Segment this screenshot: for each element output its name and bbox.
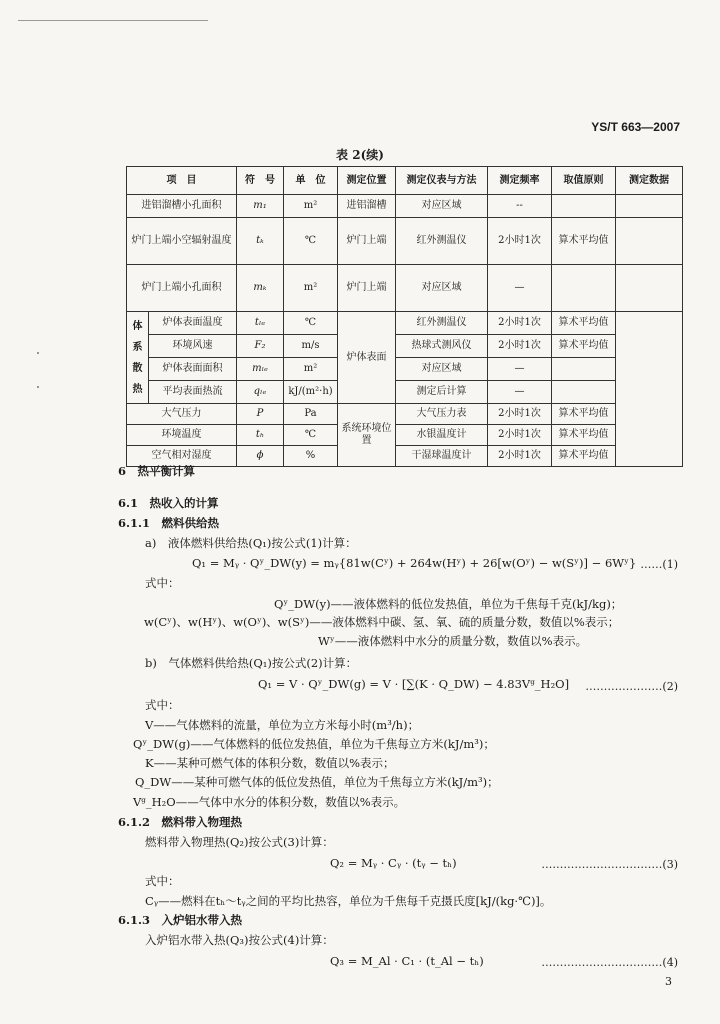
equation-4: Q₃ = M_Al · C₁ · (t_Al − tₕ) — [330, 954, 484, 968]
definition-v-h2o: Vᵍ_H₂O——气体中水分的体积分数，数值以%表示。 — [133, 795, 406, 809]
table-row: 环境风速 F₂ m/s 热球式测风仪 2小时1次 算术平均值 — [127, 335, 683, 358]
section-6-1-3-heading: 6.1.3 入炉铝水带入热 — [118, 913, 243, 927]
scan-speck — [37, 386, 39, 388]
section-6-heading: 6 热平衡计算 — [118, 464, 196, 478]
table-row: 进铝溜槽小孔面积 m₁ m² 进铝溜槽 对应区域 -- — [127, 195, 683, 218]
equation-2: Q₁ = V · Qʸ_DW(g) = V · [∑(K · Q_DW) − 4.83Vᵍ_H₂O] — [258, 677, 570, 691]
col-method: 测定仪表与方法 — [396, 167, 488, 195]
standard-number: YS/T 663—2007 — [591, 120, 680, 134]
equation-1-number: ……(1) — [640, 558, 678, 571]
item-a-text: a) 液体燃料供给热(Q₁)按公式(1)计算： — [145, 536, 357, 550]
table-header-row — [127, 167, 683, 195]
equation-3: Q₂ = Mᵧ · Cᵧ · (tᵧ − tₕ) — [330, 856, 457, 870]
table-row: 炉门上端小空辐射温度 tₖ ℃ 炉门上端 红外测温仪 2小时1次 算术平均值 — [127, 218, 683, 265]
col-unit: 单 位 — [284, 167, 338, 195]
table-row: 平均表面热流 qₗₑ kJ/(m²·h) 测定后计算 — — [127, 381, 683, 404]
col-data: 测定数据 — [616, 167, 683, 195]
table-row: 炉门上端小孔面积 mₖ m² 炉门上端 对应区域 — — [127, 265, 683, 312]
col-position: 测定位置 — [338, 167, 396, 195]
col-frequency: 测定频率 — [488, 167, 552, 195]
where-label-2: 式中： — [145, 698, 180, 712]
equation-1: Q₁ = Mᵧ · Qʸ_DW(y) = mᵧ{81w(Cʸ) + 264w(Hʸ) + 26[w(Oʸ) − w(Sʸ)] − 6Wʸ} — [192, 556, 637, 570]
definition-w-y: Wʸ——液体燃料中水分的质量分数，数值以%表示。 — [318, 634, 588, 648]
group-position: 炉体表面 — [338, 312, 396, 404]
data-cell-empty — [616, 312, 683, 467]
section-6-1-1-heading: 6.1.1 燃料供给热 — [118, 516, 220, 530]
table-row: 空气相对湿度 ϕ % 干湿球温度计 2小时1次 算术平均值 — [127, 446, 683, 467]
col-symbol: 符 号 — [237, 167, 284, 195]
page-number: 3 — [665, 975, 672, 988]
definition-q-dw: Q_DW——某种可燃气体的低位发热值，单位为千焦每立方米(kJ/m³)； — [135, 775, 499, 789]
definition-q-dw-g: Qʸ_DW(g)——气体燃料的低位发热值，单位为千焦每立方米(kJ/m³)； — [133, 737, 495, 751]
section-6-1-2-heading: 6.1.2 燃料带入物理热 — [118, 815, 243, 829]
section-6-1-heading: 6.1 热收入的计算 — [118, 496, 219, 510]
equation-2-number: …………………(2) — [585, 680, 678, 693]
equation-3-number: ……………………………(3) — [541, 858, 678, 871]
measurement-table — [126, 166, 683, 467]
table-row: 体系散热 炉体表面温度 tₗₑ ℃ 炉体表面 红外测温仪 2小时1次 算术平均值 — [127, 312, 683, 335]
section-6-1-2-text: 燃料带入物理热(Q₂)按公式(3)计算： — [145, 835, 334, 849]
group-label: 体系散热 — [132, 320, 143, 395]
scan-speck — [37, 352, 39, 354]
item-b-text: b) 气体燃料供给热(Q₁)按公式(2)计算： — [145, 656, 358, 670]
section-6-1-3-text: 入炉铝水带入热(Q₃)按公式(4)计算： — [145, 933, 334, 947]
where-label-3: 式中： — [145, 874, 180, 888]
definition-q-dw-y: Qʸ_DW(y)——液体燃料的低位发热值，单位为千焦每千克(kJ/kg)； — [274, 597, 623, 611]
definition-mass-fractions: w(Cʸ)、w(Hʸ)、w(Oʸ)、w(Sʸ)——液体燃料中碳、氢、氧、硫的质量分数，数值以%表示； — [144, 615, 620, 629]
where-label-1: 式中： — [145, 576, 180, 590]
table-row: 大气压力 P Pa 系统环境位置 大气压力表 2小时1次 算术平均值 — [127, 404, 683, 425]
env-position: 系统环境位置 — [338, 404, 396, 467]
definition-c-y: Cᵧ——燃料在tₕ～tᵧ之间的平均比热容，单位为千焦每千克摄氏度[kJ/(kg·℃)]。 — [145, 894, 552, 908]
table-row: 环境温度 tₕ ℃ 水银温度计 2小时1次 算术平均值 — [127, 425, 683, 446]
header-rule — [18, 20, 208, 21]
definition-k: K——某种可燃气体的体积分数，数值以%表示； — [145, 756, 395, 770]
col-item: 项 目 — [127, 167, 237, 195]
definition-v: V——气体燃料的流量，单位为立方米每小时(m³/h)； — [145, 718, 420, 732]
table-row: 炉体表面面积 mₗₑ m² 对应区域 — — [127, 358, 683, 381]
group-label-cell — [127, 312, 149, 404]
equation-4-number: ……………………………(4) — [541, 956, 678, 969]
table-caption: 表 2(续) — [336, 148, 384, 162]
col-principle: 取值原则 — [552, 167, 616, 195]
